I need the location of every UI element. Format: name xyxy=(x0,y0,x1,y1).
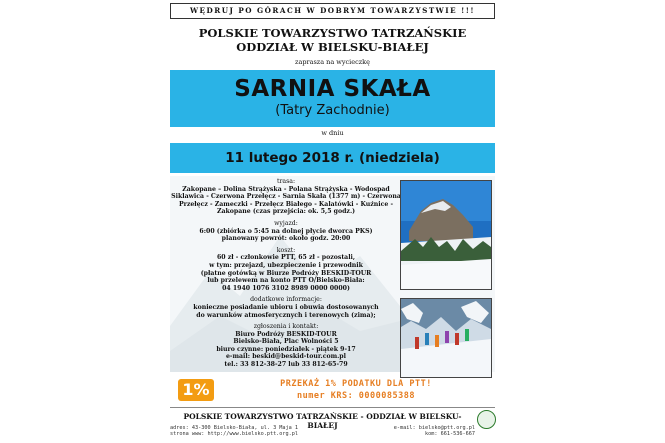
poster xyxy=(170,0,495,443)
motto: WĘDRUJ PO GÓRACH W DOBRYM TOWARZYSTWIE !!! xyxy=(170,3,495,19)
footer-org: POLSKIE TOWARZYSTWO TATRZAŃSKIE - ODDZIAŁ W BIELSKU-BIAŁEJ xyxy=(183,412,462,430)
trip-title: SARNIA SKAŁA xyxy=(234,76,431,102)
contact-label: zgłoszenia i kontakt: xyxy=(253,323,319,331)
trip-details xyxy=(170,178,402,369)
route-label: trasa: xyxy=(276,178,296,185)
ptt-badge-icon xyxy=(477,410,496,429)
contact-email: e-mail: beskid@beskid-tour.com.pl xyxy=(226,353,346,361)
contact-phone: tel.: 33 812-38-27 lub 33 812-65-79 xyxy=(224,361,348,369)
info-line-2: do warunków atmosferycznych i terenowych (zima); xyxy=(196,311,376,319)
org-branch: ODDZIAŁ W BIELSKU-BIAŁEJ xyxy=(236,40,429,54)
footer-address: adres: 43-300 Bielsko-Biała, ul. 3 Maja 1 e-mail: bielsko@ptt.org.pl xyxy=(170,425,475,431)
contact-office: Biuro Podróży BESKID-TOUR xyxy=(235,330,337,338)
footer-web: strona www: http://www.bielsko.ptt.org.pl kom: 661-536-667 xyxy=(170,431,475,437)
route-text: Zakopane – Dolina Strążyska - Polana Strążyska - Wodospad Siklawica - Czerwona Przełęcz - Sarnia Skała (1377 m) - Czerwona Przełęcz - Zameczki - Przełęcz Białego - Kalatówki - Kuźnice - Zakopane (czas przejścia: ok. 5,5 godz.) xyxy=(171,185,401,216)
trip-subtitle: (Tatry Zachodnie) xyxy=(275,103,390,118)
footer-phone: kom: 661-536-667 xyxy=(425,431,475,437)
footer-email: e-mail: bielsko@ptt.org.pl xyxy=(393,425,475,431)
trip-date: 11 lutego 2018 r. (niedziela) xyxy=(170,143,495,173)
date-label: w dniu xyxy=(321,129,344,137)
cost-line-4: lub przelewem na konto PTT O/Bielsko-Biała: xyxy=(207,277,365,285)
departure-time: 6:00 (zbiórka o 5:45 na dolnej płycie dworca PKS) xyxy=(199,227,373,235)
return-time: planowany powrót: około godz. 20:00 xyxy=(221,235,351,243)
footer-divider xyxy=(170,407,495,408)
contact-address: Bielsko-Biała, Plac Wolności 5 xyxy=(233,338,339,346)
departure-label: wyjazd: xyxy=(274,219,298,227)
krs-number: numer KRS: 0000085388 xyxy=(297,391,415,401)
cost-line-3: (płatne gotówką w Biurze Podróży BESKID-TOUR xyxy=(200,269,372,277)
cost-label: koszt: xyxy=(276,246,296,254)
hikers-photo xyxy=(400,298,492,378)
mountain-photo xyxy=(400,180,492,290)
invite-text: zaprasza na wycieczkę xyxy=(295,58,370,66)
one-percent-logo: 1% xyxy=(178,379,214,401)
tax-promo xyxy=(178,377,490,403)
contact-hours: biuro czynne: poniedziałek - piątek 9-17 xyxy=(216,345,356,353)
info-line-1: konieczne posiadanie ubioru i obuwia dostosowanych xyxy=(193,303,379,311)
title-band xyxy=(170,70,495,127)
cost-line-1: 60 zł - członkowie PTT, 65 zł - pozostali, xyxy=(216,254,356,262)
tax-promo-text: PRZEKAŻ 1% PODATKU DLA PTT! xyxy=(280,379,432,389)
info-label: dodatkowe informacje: xyxy=(250,296,322,304)
bank-account: 04 1940 1076 3102 8989 0000 0000) xyxy=(222,284,350,292)
cost-line-2: w tym: przejazd, ubezpieczenie i przewodnik xyxy=(209,261,363,269)
footer-contacts xyxy=(170,425,475,437)
org-name: POLSKIE TOWARZYSTWO TATRZAŃSKIE xyxy=(198,26,467,40)
